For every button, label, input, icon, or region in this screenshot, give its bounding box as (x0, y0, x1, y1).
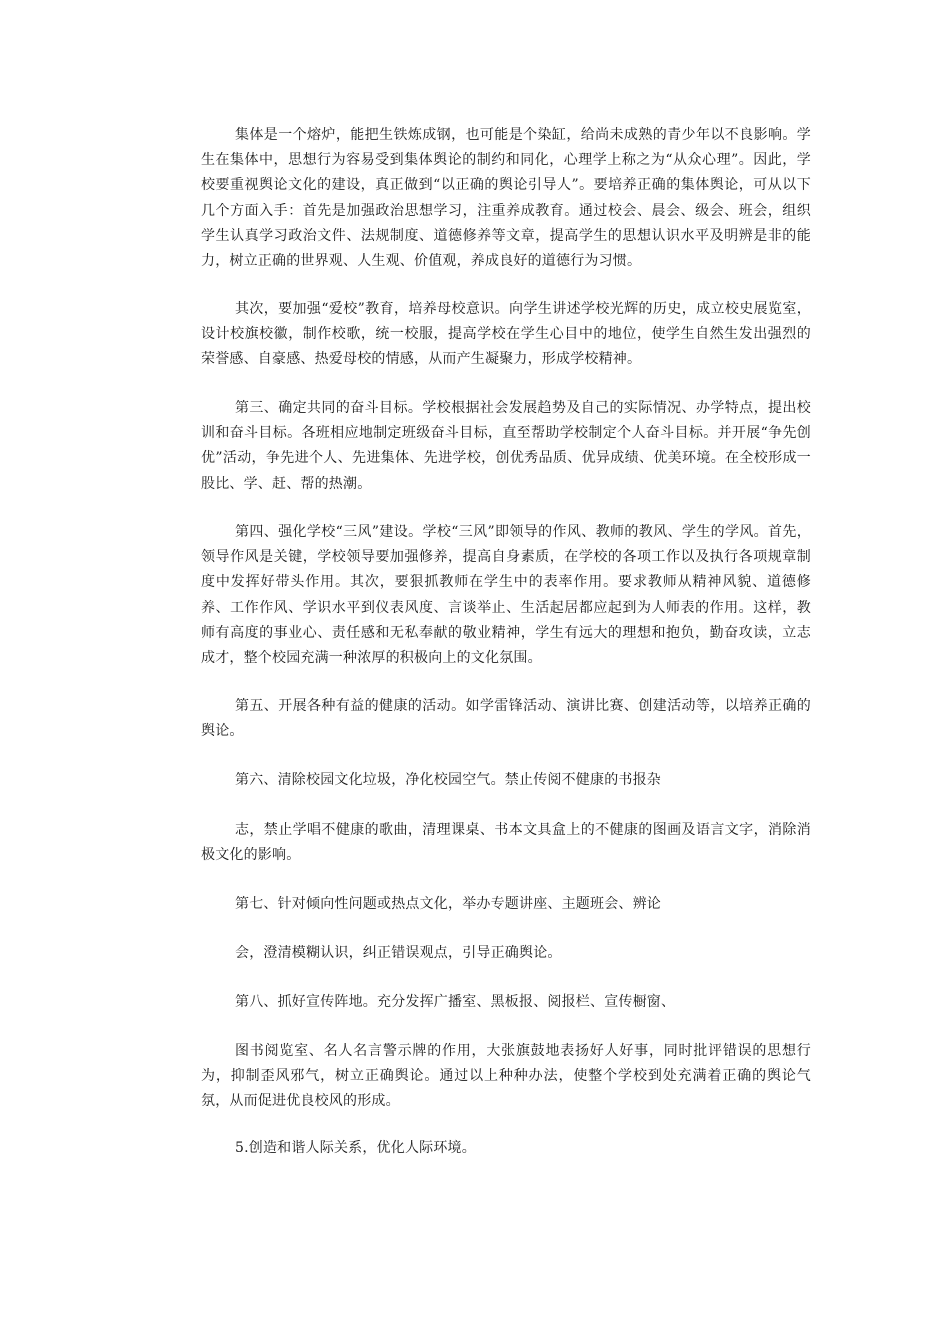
paragraph-healthy-activities: 第五、开展各种有益的健康的活动。如学雷锋活动、演讲比赛、创建活动等，以培养正确的舆论。 (201, 698, 811, 740)
paragraph-propaganda-cont: 图书阅览室、名人名言警示牌的作用，大张旗鼓地表扬好人好事，同时批评错误的思想行为，抑制歪风邪气，树立正确舆论。通过以上种种办法，使整个学校到处充满着正确的舆论气氛，从而促进优良校风的形成。 (201, 1043, 811, 1110)
paragraph-clear-garbage-cont: 志，禁止学唱不健康的歌曲，清理课桌、书本文具盒上的不健康的图画及语言文字，消除消极文化的影响。 (201, 822, 811, 864)
paragraph-common-goals: 第三、确定共同的奋斗目标。学校根据社会发展趋势及自己的实际情况、办学特点，提出校训和奋斗目标。各班相应地制定班级奋斗目标，直至帮助学校制定个人奋斗目标。并开展“争先创优”活动，争先进个人、先进集体、先进学校，创优秀品质、优异成绩、优美环境。在全校形成一股比、学、赶、帮的热潮。 (201, 400, 811, 492)
paragraph-collective-furnace: 集体是一个熔炉，能把生铁炼成钢，也可能是个染缸，给尚未成熟的青少年以不良影响。学生在集体中，思想行为容易受到集体舆论的制约和同化，心理学上称之为“从众心理”。因此，学校要重视舆论文化的建设，真正做到“以正确的舆论引导人”。要培养正确的集体舆论，可从以下几个方面入手：首先是加强政治思想学习，注重养成教育。通过校会、晨会、级会、班会，组织学生认真学习政治文件、法规制度、道德修养等文章，提高学生的思想认识水平及明辨是非的能力，树立正确的世界观、人生观、价值观，养成良好的道德行为习惯。 (201, 127, 811, 270)
paragraph-harmony: 5.创造和谐人际关系，优化人际环境。 (235, 1140, 476, 1156)
paragraph-love-school: 其次，要加强“爱校”教育，培养母校意识。向学生讲述学校光辉的历史，成立校史展览室，设计校旗校徽，制作校歌，统一校服，提高学校在学生心目中的地位，使学生自然生发出强烈的荣誉感、自豪感、热爱母校的情感，从而产生凝聚力，形成学校精神。 (201, 301, 811, 368)
paragraph-hot-topics: 第七、针对倾向性问题或热点文化，举办专题讲座、主题班会、辨论 (235, 896, 661, 912)
paragraph-three-styles: 第四、强化学校“三风”建设。学校“三风”即领导的作风、教师的教风、学生的学风。首先，领导作风是关键，学校领导要加强修养，提高自身素质，在学校的各项工作以及执行各项规章制度中发挥好带头作用。其次，要狠抓教师在学生中的表率作用。要求教师从精神风貌、道德修养、工作作风、学识水平到仪表风度、言谈举止、生活起居都应起到为人师表的作用。这样，教师有高度的事业心、责任感和无私奉献的敬业精神，学生有远大的理想和抱负，勤奋攻读，立志成才，整个校园充满一种浓厚的积极向上的文化氛围。 (201, 524, 811, 667)
paragraph-hot-topics-cont: 会，澄清模糊认识，纠正错误观点，引导正确舆论。 (235, 945, 562, 961)
paragraph-clear-garbage: 第六、清除校园文化垃圾，净化校园空气。禁止传阅不健康的书报杂 (235, 772, 661, 788)
paragraph-propaganda: 第八、抓好宣传阵地。充分发挥广播室、黑板报、阅报栏、宣传橱窗、 (235, 994, 676, 1010)
